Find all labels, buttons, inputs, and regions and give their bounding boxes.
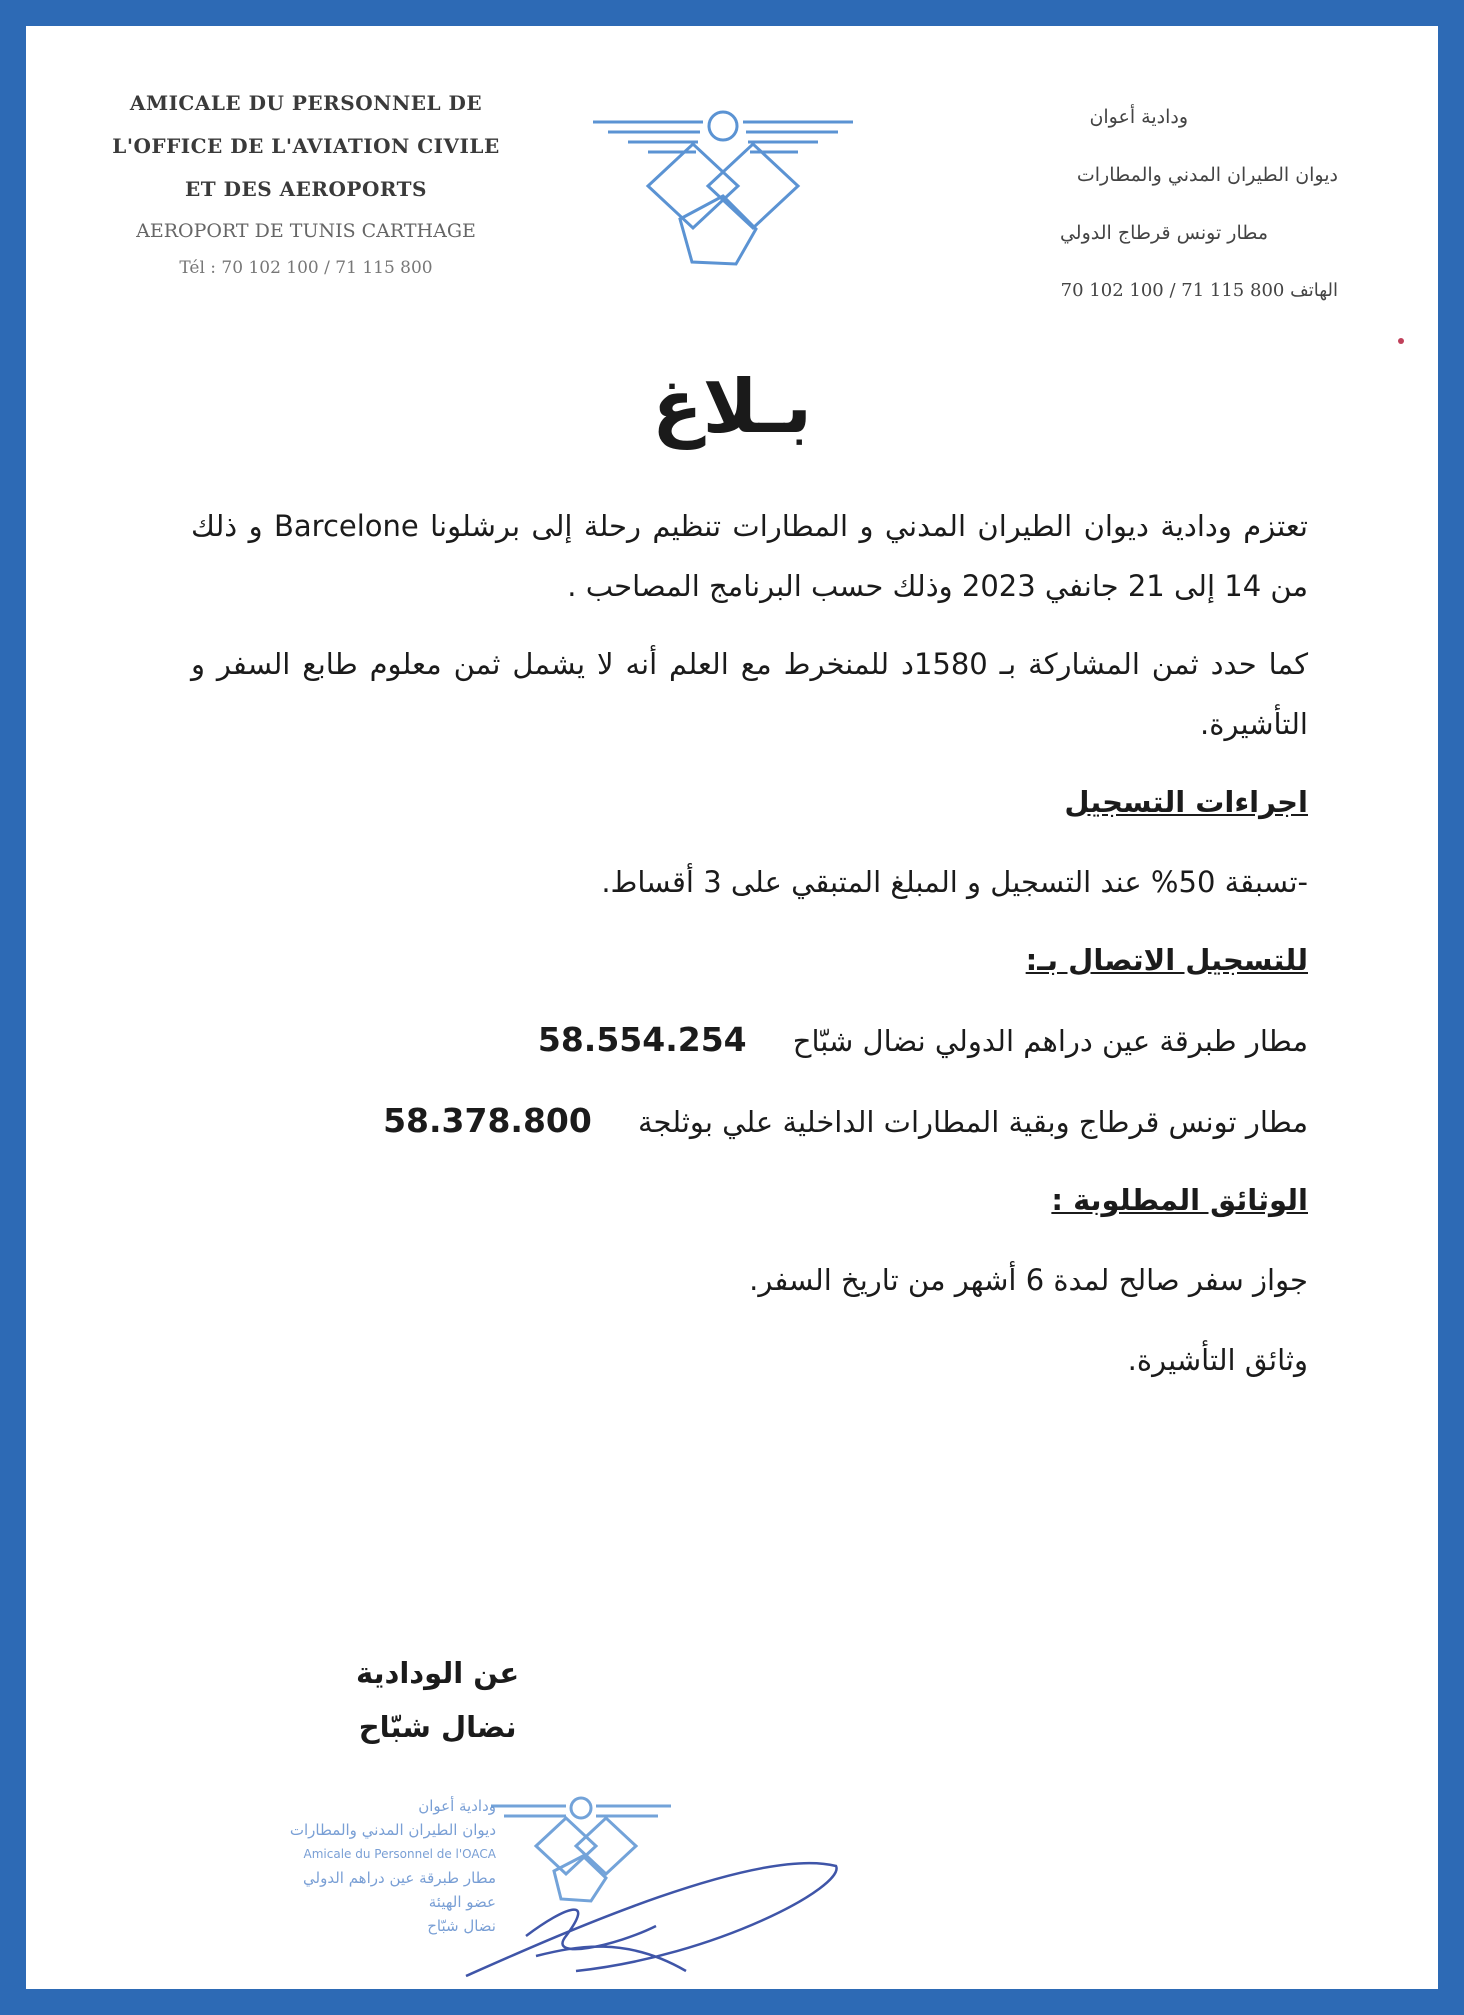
header-ar-tel: الهاتف 800 115 71 / 100 102 70 [1060, 280, 1338, 301]
stamp-line5: عضو الهيئة [428, 1893, 496, 1911]
header-fr-line3: ET DES AEROPORTS [185, 177, 427, 201]
header-fr-line1: AMICALE DU PERSONNEL DE [129, 91, 483, 115]
signature-name: نضال شبّاح [358, 1710, 517, 1744]
stamp-line3: Amicale du Personnel de l'OACA [303, 1847, 496, 1861]
header-fr-tel: Tél : 70 102 100 / 71 115 800 [179, 258, 433, 278]
paragraph-trip: تعتزم ودادية ديوان الطيران المدني و المطارات تنظيم رحلة إلى برشلونا Barcelone و ذلك من 14 إلى 21 جانفي 2023 وذلك حسب البرنامج المصاحب . [191, 509, 1308, 603]
stamp-line1: ودادية أعوان [418, 1797, 496, 1815]
stamp-line6: نضال شبّاح [427, 1917, 496, 1935]
stamp-line2: ديوان الطيران المدني والمطارات [289, 1821, 496, 1839]
header-fr-line2: L'OFFICE DE L'AVIATION CIVILE [112, 134, 500, 158]
heading-documents: الوثائق المطلوبة : [1051, 1183, 1308, 1217]
document-visa: وثائق التأشيرة. [1127, 1343, 1308, 1377]
heading-registration: اجراءات التسجيل [1064, 785, 1308, 819]
oaca-logo-icon [588, 104, 858, 274]
ink-dot [1398, 338, 1404, 344]
header-ar-line1: ودادية أعوان [1089, 106, 1188, 128]
paragraph-price: كما حدد ثمن المشاركة بـ 1580د للمنخرط مع العلم أنه لا يشمل ثمن معلوم طابع السفر و التأشيرة. [191, 647, 1309, 741]
header-ar-line2: ديوان الطيران المدني والمطارات [1076, 164, 1338, 186]
contact-1-phone: 58.554.254 [537, 1020, 747, 1059]
stamp-line4: مطار طبرقة عين دراهم الدولي [303, 1869, 496, 1887]
header-arabic [918, 88, 1338, 320]
announcement-body [191, 496, 1308, 1390]
stamp-seal-icon [236, 1786, 856, 1986]
page-title: بـلاغ [652, 364, 812, 450]
document-passport: جواز سفر صالح لمدة 6 أشهر من تاريخ السفر. [749, 1263, 1308, 1297]
contact-2-name: مطار تونس قرطاج وبقية المطارات الداخلية علي بوثلجة [637, 1105, 1308, 1139]
document-page [26, 26, 1438, 1989]
header-ar-line3: مطار تونس قرطاج الدولي [1059, 222, 1268, 244]
contact-row-1 [191, 1010, 1308, 1071]
header-fr-line4: AEROPORT DE TUNIS CARTHAGE [136, 220, 476, 242]
heading-contact: للتسجيل الاتصال بـ: [1025, 943, 1308, 977]
signature-block [356, 1646, 519, 1754]
contact-row-2 [191, 1091, 1308, 1152]
registration-terms: -تسبقة 50% عند التسجيل و المبلغ المتبقي على 3 أقساط. [601, 865, 1308, 899]
signature-line1: عن الودادية [356, 1656, 520, 1690]
contact-2-phone: 58.378.800 [383, 1101, 592, 1140]
header-french [86, 82, 526, 285]
contact-1-name: مطار طبرقة عين دراهم الدولي نضال شبّاح [792, 1024, 1308, 1058]
